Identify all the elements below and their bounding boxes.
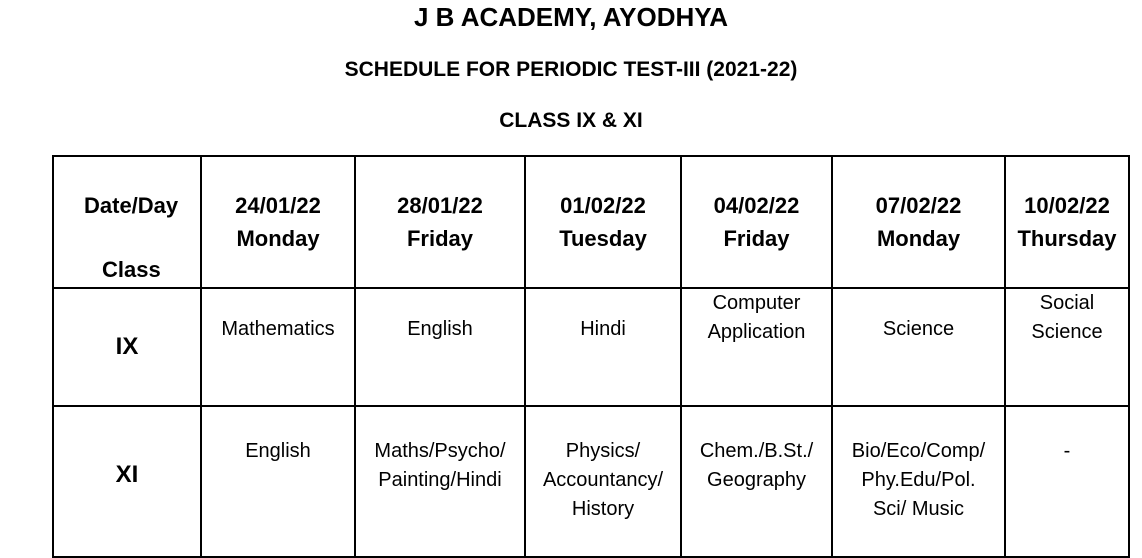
subject-text: English xyxy=(407,318,473,340)
header-row xyxy=(53,156,1129,288)
subject-cell xyxy=(355,288,525,406)
subject-text: Mathematics xyxy=(221,318,335,340)
schedule-table xyxy=(52,155,1130,558)
subject-text: Social xyxy=(1039,292,1095,314)
table-row-ix xyxy=(53,288,1129,406)
subject-cell xyxy=(355,406,525,557)
date-day-label: Date/Day xyxy=(84,193,179,218)
subject-text: English xyxy=(245,440,311,462)
subject-cell xyxy=(1005,406,1129,557)
subject-text: History xyxy=(571,498,635,520)
subject-text: Maths/Psycho/ xyxy=(374,440,506,462)
date-header-cell xyxy=(681,156,832,288)
subject-cell xyxy=(681,288,832,406)
date-text: 01/02/22 xyxy=(560,193,646,218)
date-header-cell xyxy=(832,156,1005,288)
day-text: Friday xyxy=(723,226,790,251)
subject-text: Chem./B.St./ xyxy=(699,440,814,462)
day-text: Monday xyxy=(236,226,320,251)
subject-cell xyxy=(525,406,681,557)
table-row-xi xyxy=(53,406,1129,557)
class-column-label: Class xyxy=(102,257,161,282)
subject-text: Painting/Hindi xyxy=(378,469,502,491)
date-text: 28/01/22 xyxy=(397,193,483,218)
date-header-cell xyxy=(355,156,525,288)
schedule-title: SCHEDULE FOR PERIODIC TEST-III (2021-22) xyxy=(344,58,798,81)
subject-text: Hindi xyxy=(580,318,626,340)
day-text: Friday xyxy=(406,226,474,251)
class-label: XI xyxy=(115,461,139,488)
school-name: J B ACADEMY, AYODHYA xyxy=(413,2,728,32)
date-header-cell xyxy=(1005,156,1129,288)
subject-cell xyxy=(832,288,1005,406)
date-header-cell xyxy=(201,156,355,288)
subject-text: Computer xyxy=(712,292,801,314)
day-text: Tuesday xyxy=(559,226,647,251)
subject-text: Accountancy/ xyxy=(542,469,664,491)
subject-cell xyxy=(681,406,832,557)
date-text: 04/02/22 xyxy=(713,193,800,218)
subject-text: Science xyxy=(882,318,955,340)
subject-text: Sci/ Music xyxy=(872,498,965,520)
date-text: 10/02/22 xyxy=(1024,193,1110,218)
subject-text: Bio/Eco/Comp/ xyxy=(851,440,986,462)
class-label: IX xyxy=(115,332,139,360)
subject-text: Phy.Edu/Pol. xyxy=(861,469,976,491)
subject-cell xyxy=(201,288,355,406)
class-cell xyxy=(53,288,201,406)
corner-cell xyxy=(53,156,201,288)
subject-text: Application xyxy=(707,321,806,343)
date-text: 07/02/22 xyxy=(875,193,962,218)
subject-text: Science xyxy=(1031,321,1103,343)
subject-text: Physics/ xyxy=(565,440,641,462)
date-text: 24/01/22 xyxy=(235,193,321,218)
class-cell xyxy=(53,406,201,557)
subject-text: - xyxy=(1063,440,1071,462)
subject-cell xyxy=(525,288,681,406)
day-text: Thursday xyxy=(1017,226,1117,251)
subject-cell xyxy=(1005,288,1129,406)
subject-cell xyxy=(832,406,1005,557)
subject-text: Geography xyxy=(707,469,806,491)
subject-cell xyxy=(201,406,355,557)
date-header-cell xyxy=(525,156,681,288)
day-text: Monday xyxy=(876,226,961,251)
class-title: CLASS IX & XI xyxy=(499,109,643,132)
